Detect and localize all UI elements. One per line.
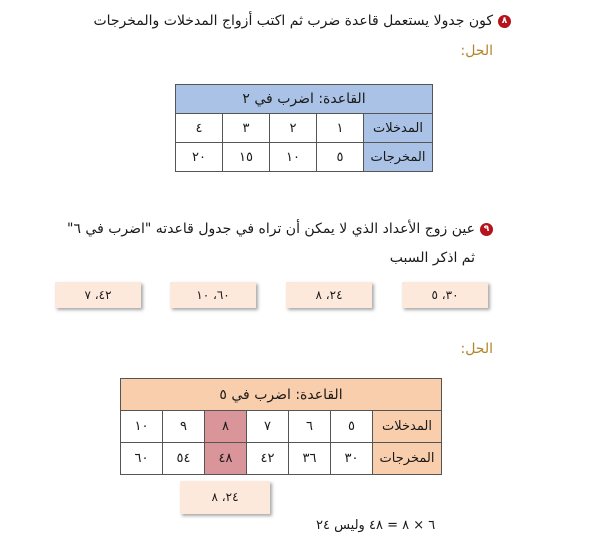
output-cell: ٣٠ (331, 443, 373, 475)
output-cell: ١٥ (223, 143, 270, 172)
output-cell: ٥٤ (163, 443, 205, 475)
question-9-line2: ثم اذكر السبب (389, 250, 475, 266)
outputs-label-8: المخرجات (364, 143, 433, 172)
explanation-text: ٦ × ٨ = ٤٨ وليس ٢٤ (316, 518, 436, 533)
highlighted-output-cell: ٤٨ (205, 443, 247, 475)
input-cell: ١٠ (121, 411, 163, 443)
inputs-label-8: المدخلات (364, 114, 433, 143)
inputs-label-9: المدخلات (373, 411, 442, 443)
solution-label-8: الحل: (460, 43, 493, 59)
question-8-text: كون جدولا يستعمل قاعدة ضرب ثم اكتب أزواج المدخلات والمخرجات (93, 13, 493, 29)
output-cell: ٣٦ (289, 443, 331, 475)
output-cell: ٢٠ (176, 143, 223, 172)
question-8 (93, 13, 511, 29)
input-cell: ٩ (163, 411, 205, 443)
input-cell: ٦ (289, 411, 331, 443)
rule-table-9 (120, 378, 442, 475)
option-card[interactable]: ٤٢، ٧ (55, 282, 141, 308)
question-9-line1: عين زوج الأعداد الذي لا يمكن أن تراه في جدول قاعدته "اضرب في ٦" (66, 221, 475, 237)
option-card[interactable]: ٢٤، ٨ (286, 282, 372, 308)
output-cell: ١٠ (270, 143, 317, 172)
output-cell: ٦٠ (121, 443, 163, 475)
solution-label-9: الحل: (460, 341, 493, 357)
option-card[interactable]: ٦٠، ١٠ (170, 282, 256, 308)
answer-card: ٢٤، ٨ (180, 481, 270, 514)
question-9-number: ٩ (480, 223, 493, 236)
input-cell: ٢ (270, 114, 317, 143)
input-cell: ١ (317, 114, 364, 143)
input-cell: ٧ (247, 411, 289, 443)
option-card[interactable]: ٣٠، ٥ (402, 282, 488, 308)
outputs-label-9: المخرجات (373, 443, 442, 475)
rule-header-8: القاعدة: اضرب في ٢ (176, 85, 433, 114)
highlighted-input-cell: ٨ (205, 411, 247, 443)
input-cell: ٥ (331, 411, 373, 443)
input-cell: ٤ (176, 114, 223, 143)
rule-table-8 (175, 84, 433, 172)
question-9 (67, 221, 493, 237)
input-cell: ٣ (223, 114, 270, 143)
rule-header-9: القاعدة: اضرب في ٥ (121, 379, 442, 411)
output-cell: ٥ (317, 143, 364, 172)
output-cell: ٤٢ (247, 443, 289, 475)
question-8-number: ٨ (498, 15, 511, 28)
